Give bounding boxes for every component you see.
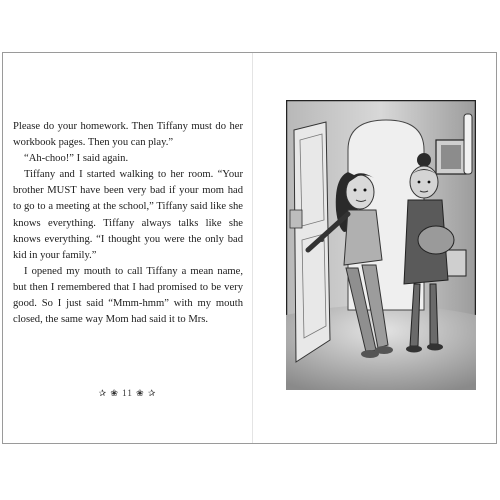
left-page-text (13, 119, 243, 328)
paragraph-2: “Ah-choo!” I said again. (24, 153, 129, 165)
paragraph-1: Please do your homework. Then Tiffany must do her workbook pages. Then you can play.” (13, 121, 243, 149)
illustration-girls-in-hallway (286, 100, 476, 390)
paragraph-3: Tiffany and I started walking to her room. “Your brother MUST have been very bad if your mom had to go to a meeting at the school,” Tiffany said like she knows everything. Tiffany always talks like she knows everything. “I thought you were the only bad kid in your family.” (13, 169, 243, 261)
page-gutter (252, 53, 253, 443)
paragraph-4: I opened my mouth to call Tiffany a mean name, but then I remembered that I had promised to be very good. So I just said “Mmm-hmm” with my mouth closed, the same way Mom had said it to Mrs. (13, 265, 243, 326)
page-number: ✰ ❀ 11 ❀ ✰ (98, 388, 157, 398)
book-spread (2, 52, 497, 444)
